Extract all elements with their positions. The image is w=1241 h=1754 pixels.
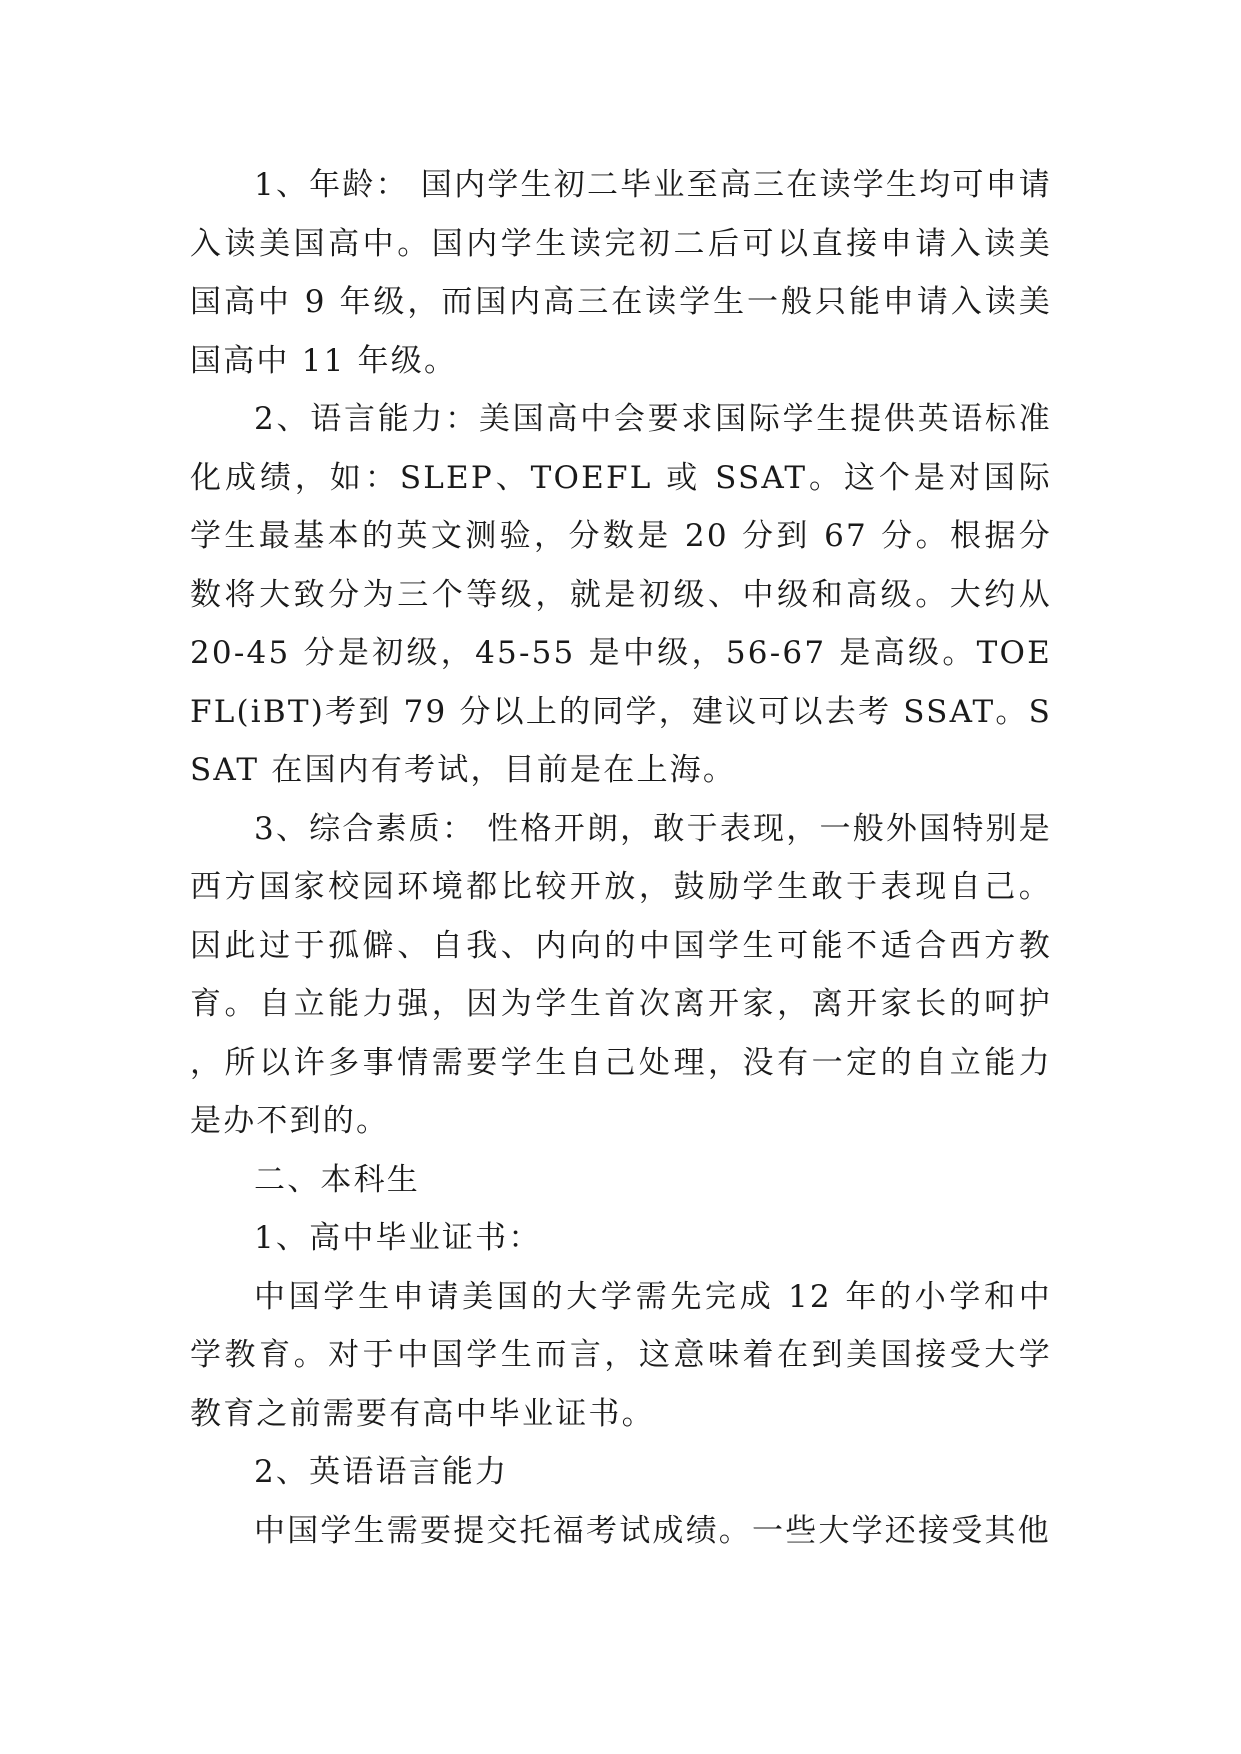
subheading-diploma: 1、高中毕业证书： — [254, 1220, 542, 1256]
paragraph-diploma: 中国学生申请美国的大学需先完成 12 年的小学和中学教育。对于中国学生而言，这意味着在到美国接受大学教育之前需要有高中毕业证书。 — [190, 1278, 1052, 1432]
subheading-english-ability: 2、英语语言能力 — [254, 1454, 509, 1490]
paragraph-language-ability: 2、语言能力：美国高中会要求国际学生提供英语标准化成绩，如：SLEP、TOEFL 或 SSAT。这个是对国际学生最基本的英文测验，分数是 20 分到 67 分。根据分数将大致分为三个等级，就是初级、中级和高级。大约从 20-45 分是初级，45-55 是中级，56-67 是高级。TOEFL(iBT)考到 79 分以上的同学，建议可以去考 SSAT。SSAT 在国内有考试，目前是在上海。 — [190, 401, 1052, 788]
paragraph-english-ability: 中国学生需要提交托福考试成绩。一些大学还接受其他 — [254, 1512, 1051, 1549]
document-body — [190, 156, 1052, 1560]
paragraph-overall-quality: 3、综合素质： 性格开朗，敢于表现，一般外国特别是西方国家校园环境都比较开放，鼓励学生敢于表现自己。因此过于孤僻、自我、内向的中国学生可能不适合西方教育。自立能力强，因为学生首次离开家，离开家长的呵护，所以许多事情需要学生自己处理，没有一定的自立能力是办不到的。 — [190, 810, 1052, 1139]
section-heading-undergraduate: 二、本科生 — [254, 1161, 420, 1198]
paragraph-age-requirement: 1、年龄： 国内学生初二毕业至高三在读学生均可申请入读美国高中。国内学生读完初二后可以直接申请入读美国高中 9 年级，而国内高三在读学生一般只能申请入读美国高中 11 年级。 — [190, 167, 1052, 379]
